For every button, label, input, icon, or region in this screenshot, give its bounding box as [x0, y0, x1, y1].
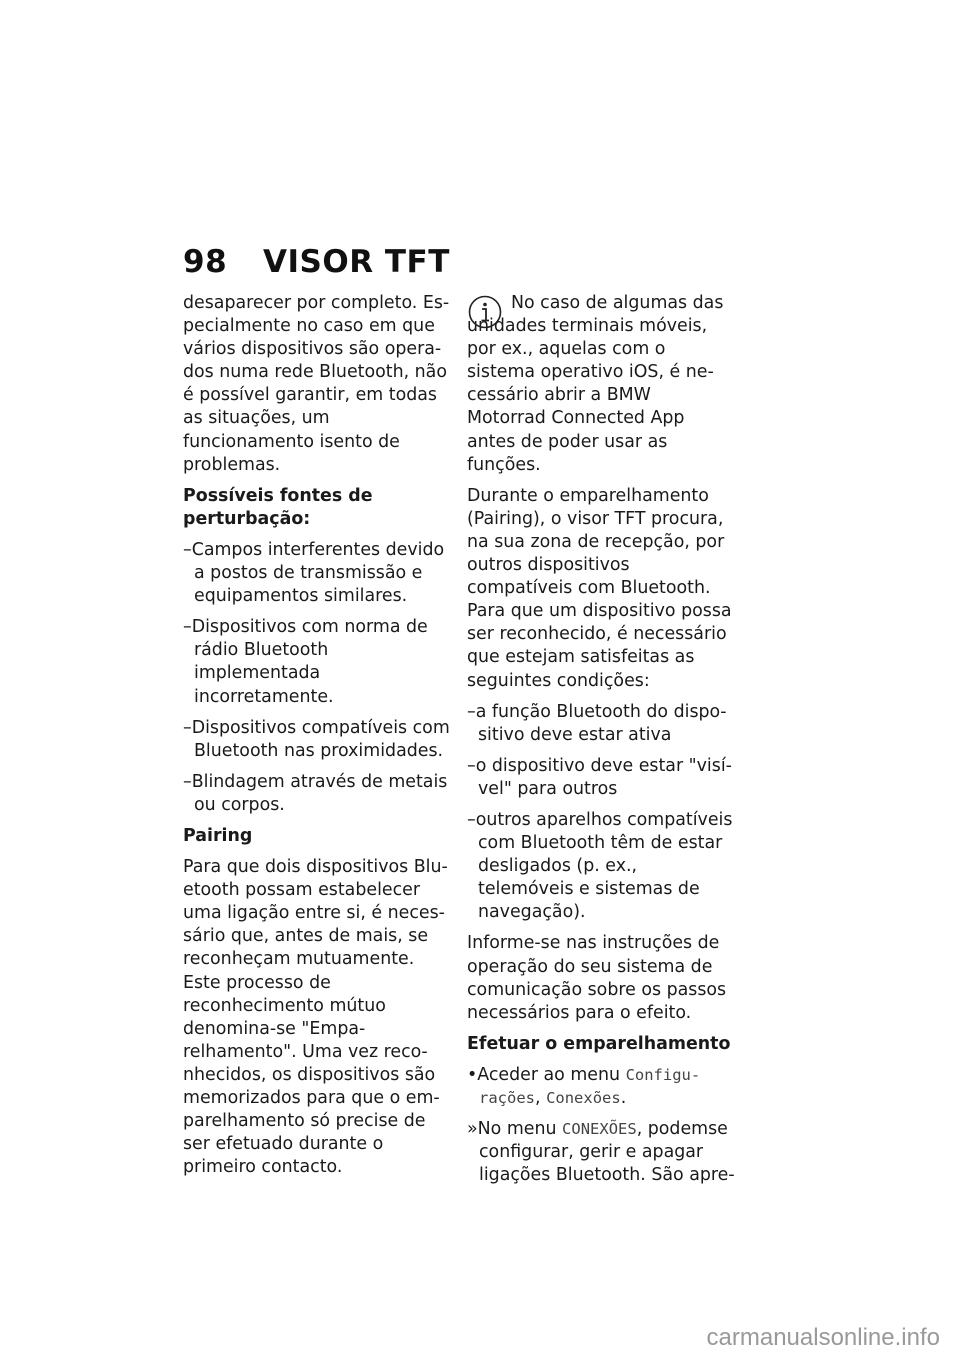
pairing-heading: Pairing	[183, 825, 253, 846]
conditions-list	[467, 701, 735, 925]
list-item: –a função Bluetooth do dispositivo deve estar ativa	[467, 701, 727, 745]
info-icon	[467, 294, 503, 330]
watermark: carmanualsonline.info	[706, 1324, 940, 1351]
page-header	[183, 244, 450, 280]
info-note	[467, 292, 735, 477]
list-item: –Campos interferentes devido a postos de transmissão e equipamentos similares.	[183, 539, 445, 607]
menu-conexoes-upper: CONEXÕES	[562, 1120, 637, 1139]
step-1	[467, 1064, 735, 1110]
menu-configuracoes: Configurações	[479, 1065, 701, 1107]
step-heading: Efetuar o emparelhamento	[467, 1033, 731, 1054]
menu-conexoes: Conexões	[546, 1089, 621, 1107]
pairing-intro: Durante o emparelhamento (Pairing), o visor TFT procura, na sua zona de recepção, por outros dispositivos compatíveis com Bluetooth. Para que um dispositivo possa ser reconhecido, é necessário que estejam satisfeitas as seguintes condições:	[467, 485, 732, 691]
page-number: 98	[183, 244, 228, 280]
step-2	[467, 1118, 735, 1187]
intro-paragraph: desaparecer por completo. Especialmente no caso em que vários dispositivos são operados numa rede Bluetooth, não é possível garantir, em todas as situações, um funcionamento isento de problemas.	[183, 293, 450, 475]
sources-list	[183, 539, 451, 817]
page-title: VISOR TFT	[263, 244, 450, 280]
step-1-prefix: •Aceder ao menu	[467, 1064, 626, 1085]
note-text: No caso de algumas das unidades terminais móveis, por ex., aquelas com o sistema operativo iOS, é necessário abrir a BMW Motorrad Connected App antes de poder usar as funções.	[467, 293, 724, 475]
step-2-suffix: , podemse configurar, gerir e apagar ligações Bluetooth. São apre-	[479, 1119, 735, 1186]
sources-heading: Possíveis fontes de perturbação:	[183, 485, 373, 529]
list-item: –Blindagem através de metais ou corpos.	[183, 771, 448, 815]
left-column	[183, 292, 451, 1187]
list-item: –Dispositivos compatíveis com Bluetooth nas proximidades.	[183, 717, 450, 761]
step-1-suffix: .	[620, 1088, 627, 1108]
right-column	[467, 292, 735, 1195]
step-2-prefix: »No menu	[467, 1119, 563, 1140]
list-item: –o dispositivo deve estar "visível" para outros	[467, 755, 732, 799]
inform-paragraph: Informe-se nas instruções de operação do seu sistema de comunicação sobre os passos necessários para o efeito.	[467, 933, 727, 1023]
list-item: –Dispositivos com norma de rádio Bluetooth implementada incorretamente.	[183, 617, 428, 707]
list-item: –outros aparelhos compatíveis com Bluetooth têm de estar desligados (p. ex., telemóveis e sistemas de navegação).	[467, 809, 733, 923]
step-1-separator: ,	[535, 1088, 547, 1108]
pairing-paragraph: Para que dois dispositivos Bluetooth possam estabelecer uma ligação entre si, é necessário que, antes de mais, se reconheçam mutuamente. Este processo de reconhecimento mútuo denomina-se "Emparelhamento". Uma vez reconhecidos, os dispositivos são memorizados para que o emparelhamento só precise de ser efetuado durante o primeiro contacto.	[183, 857, 448, 1178]
